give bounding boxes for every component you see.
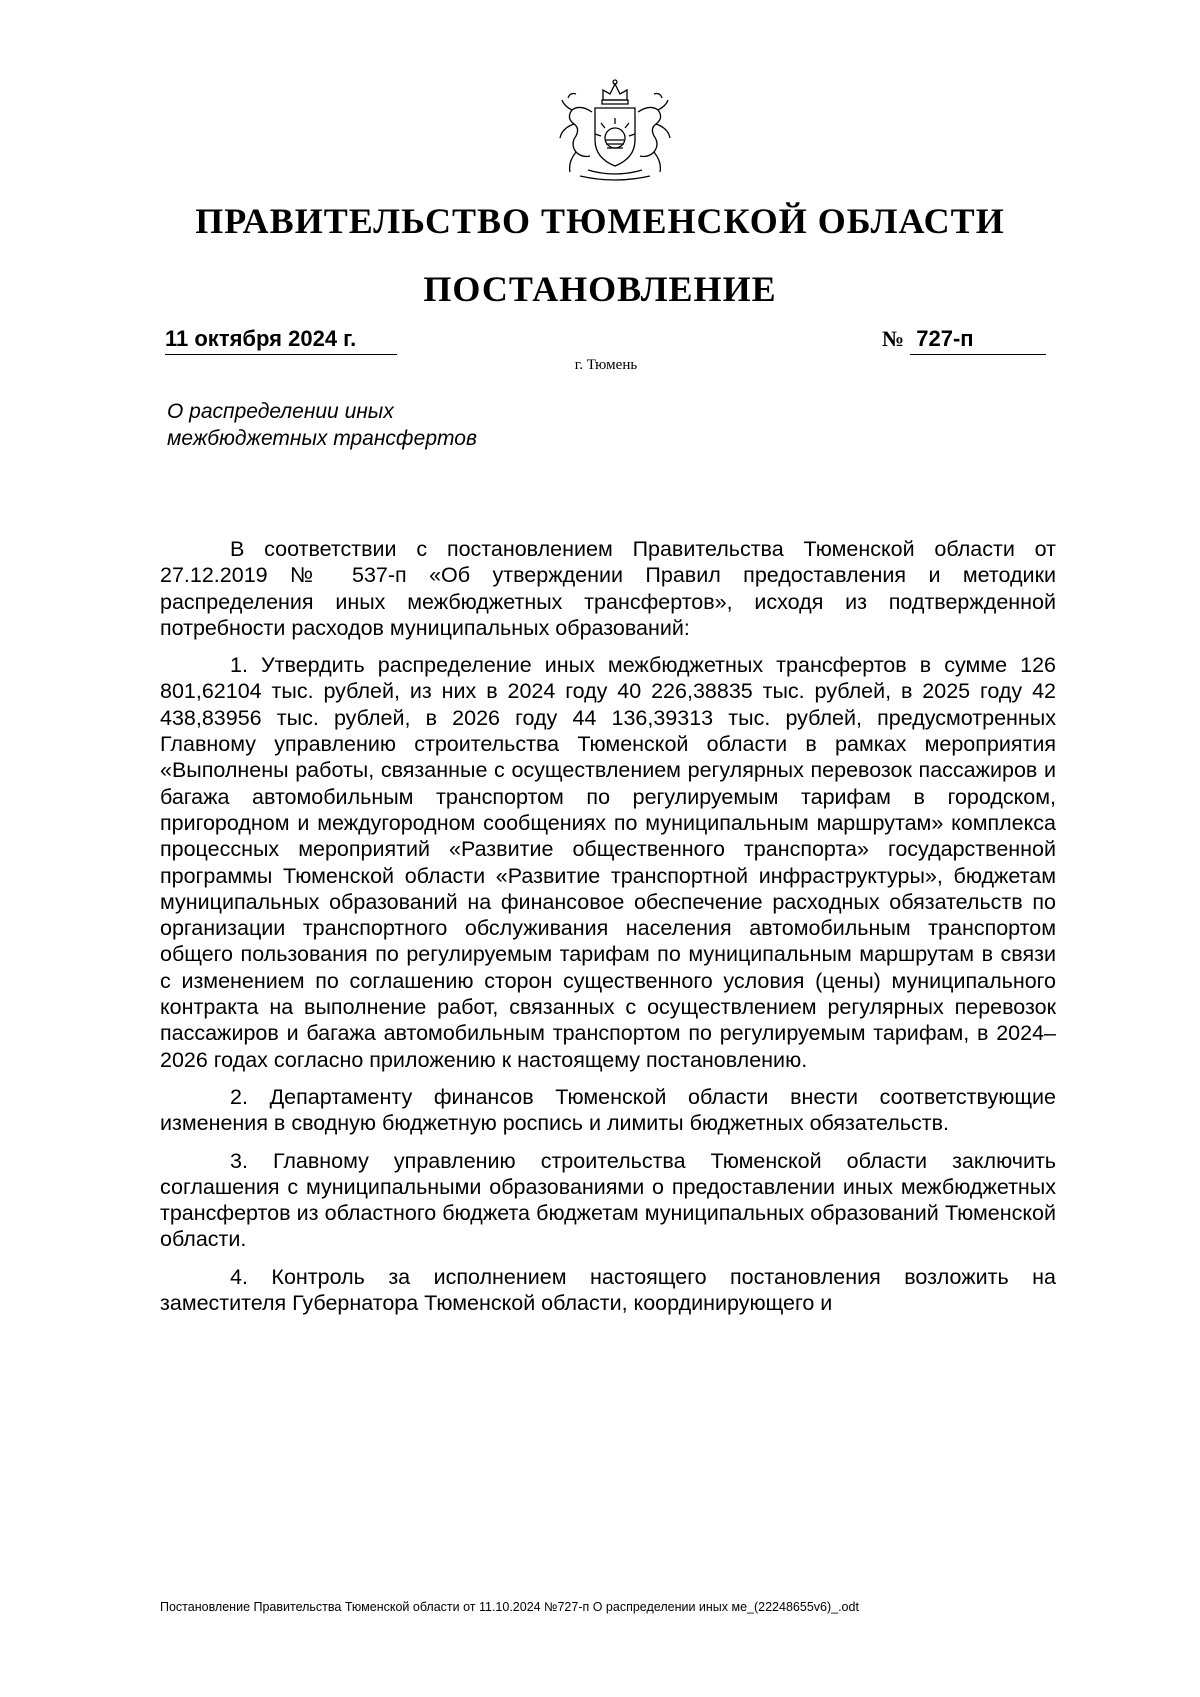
government-title: ПРАВИТЕЛЬСТВО ТЮМЕНСКОЙ ОБЛАСТИ <box>195 201 1005 241</box>
document-body <box>160 536 1056 1327</box>
coat-of-arms-icon <box>540 78 690 188</box>
number-sign: № <box>882 326 905 351</box>
item-2-paragraph: 2. Департаменту финансов Тюменской области внести соответствующие изменения в сводную бюджетную роспись и лимиты бюджетных обязательств. <box>160 1084 1056 1136</box>
document-date: 11 октября 2024 г. <box>165 326 397 355</box>
document-number: 727-п <box>910 326 1046 355</box>
subject-line-2: межбюджетных трансфертов <box>167 427 477 450</box>
document-city: г. Тюмень <box>574 357 638 373</box>
preamble-paragraph: В соответствии с постановлением Правительства Тюменской области от 27.12.2019 № 537-п «Об утверждении Правил предоставления и методики распределения иных межбюджетных трансфертов», исходя из подтвержденной потребности расходов муниципальных образований: <box>160 537 1056 640</box>
document-type: ПОСТАНОВЛЕНИЕ <box>423 269 777 309</box>
item-4-paragraph: 4. Контроль за исполнением настоящего постановления возложить на заместителя Губернатора Тюменской области, координирующего и <box>160 1264 1056 1316</box>
subject-line-1: О распределении иных <box>167 400 394 423</box>
page-footer: Постановление Правительства Тюменской области от 11.10.2024 №727-п О распределении иных ме_(22248655v6)_.odt <box>160 1600 859 1614</box>
document-number-block <box>882 326 1046 355</box>
item-1-paragraph: 1. Утвердить распределение иных межбюджетных трансфертов в сумме 126 801,62104 тыс. рублей, из них в 2024 году 40 226,38835 тыс. рублей, в 2025 году 42 438,83956 тыс. рублей, в 2026 году 44 136,39313 тыс. рублей, предусмотренных Главному управлению строительства Тюменской области в рамках мероприятия «Выполнены работы, связанные с осуществлением регулярных перевозок пассажиров и багажа автомобильным транспортом по регулируемым тарифам в городском, пригородном и междугородном сообщениях по муниципальным маршрутам» комплекса процессных мероприятий «Развитие общественного транспорта» государственной программы Тюменской области «Развитие транспортной инфраструктуры», бюджетам муниципальных образований на финансовое обеспечение расходных обязательств по организации транспортного обслуживания населения автомобильным транспортом общего пользования по регулируемым тарифам по муниципальным маршрутам в связи с изменением по соглашению сторон существенного условия (цены) муниципального контракта на выполнение работ, связанных с осуществлением регулярных перевозок пассажиров и багажа автомобильным транспортом по регулируемым тарифам, в 2024–2026 годах согласно приложению к настоящему постановлению. <box>160 653 1056 1072</box>
item-3-paragraph: 3. Главному управлению строительства Тюменской области заключить соглашения с муниципальными образованиями о предоставлении иных межбюджетных трансфертов из областного бюджета бюджетам муниципальных образований Тюменской области. <box>160 1148 1056 1252</box>
document-subject <box>167 398 567 452</box>
